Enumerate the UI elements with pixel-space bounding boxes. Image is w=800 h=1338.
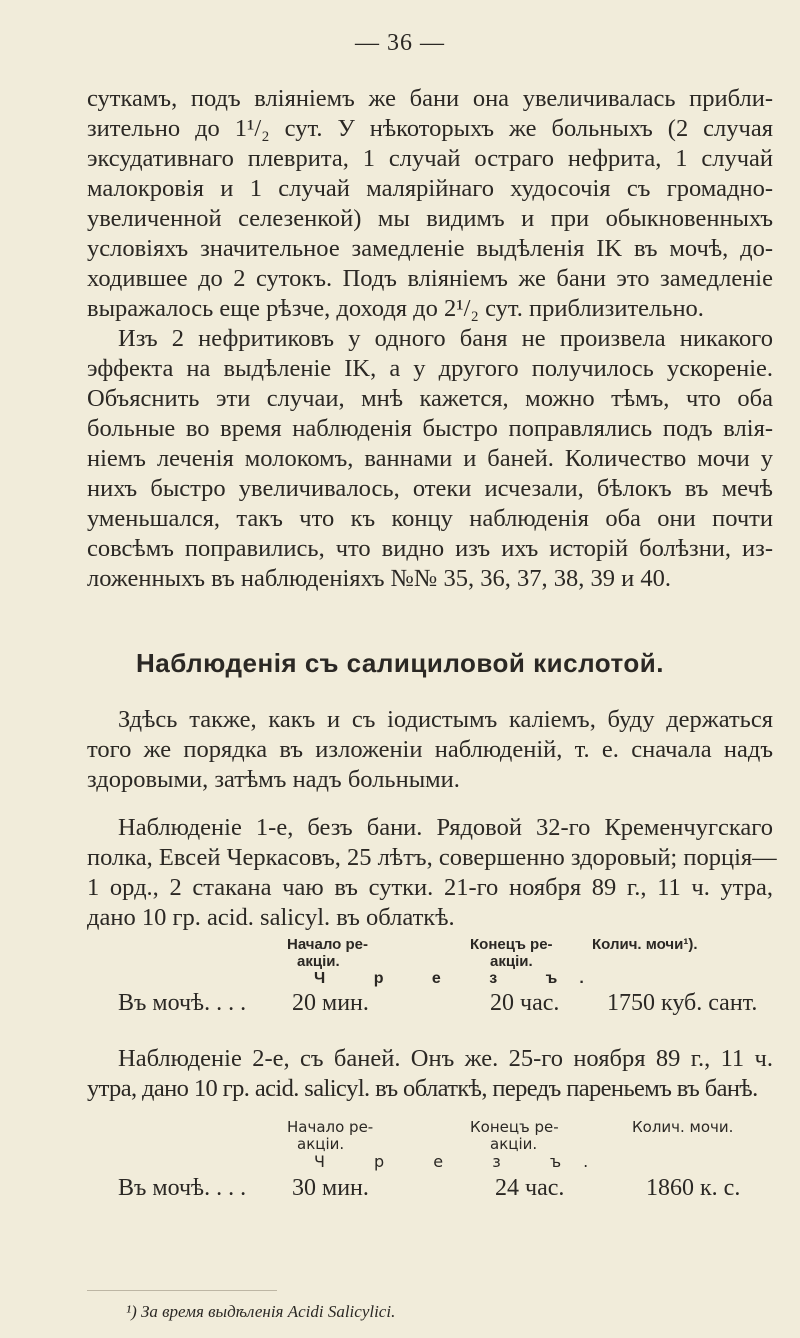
footnote: ¹) За время выдѣленія Acidi Salicylici. <box>126 1302 396 1321</box>
column-header-amount: Колич. мочи¹). <box>592 936 698 953</box>
text-line: того же порядка въ изложеніи наблюденій, т. е. сначала надъ <box>87 736 773 763</box>
reaction-end-value: 20 час. <box>490 990 560 1016</box>
reaction-start-value: 30 мин. <box>292 1175 369 1201</box>
header-line: акціи. <box>490 1135 538 1153</box>
text-line: условіяхъ значительное замедленіе выдѣленія IK въ мочѣ, до- <box>87 235 773 262</box>
text-line: малокровія и 1 случай малярійнаго худосочія съ громадно- <box>87 175 773 202</box>
column-header-start <box>287 1119 373 1153</box>
header-line: Начало ре- <box>287 936 369 953</box>
text-line: суткамъ, подъ вліяніемъ же бани она увеличивалась прибли- <box>87 85 773 112</box>
text-line: выражалось еще рѣзче, доходя до 2¹/₂ сут. приблизительно. <box>87 295 704 322</box>
text-line: здоровыми, затѣмъ надъ больными. <box>87 766 460 793</box>
text-line: утра, дано 10 гр. acid. salicyl. въ облаткѣ, передъ пареньемъ въ банѣ. <box>87 1075 758 1102</box>
text-line: Изъ 2 нефритиковъ у одного баня не произвела никакого <box>118 325 773 352</box>
text-line: ходившее до 2 сутокъ. Подъ вліяніемъ же бани это замедленіе <box>87 265 773 292</box>
text-line: эксудативнаго плеврита, 1 случай остраго нефрита, 1 случай <box>87 145 773 172</box>
text-line: совсѣмъ поправились, что видно изъ ихъ исторій болѣзни, из- <box>87 535 773 562</box>
header-line: акціи. <box>297 1135 345 1153</box>
text-line: Объяснить эти случаи, мнѣ кажется, можно тѣмъ, что оба <box>87 385 773 412</box>
page-number: — 36 — <box>355 30 445 56</box>
column-span-label: Ч р е з ъ. <box>314 970 606 987</box>
header-line: Конецъ ре- <box>470 1118 559 1136</box>
column-header-amount: Колич. мочи. <box>632 1118 734 1136</box>
text-line: Наблюденіе 2-е, съ баней. Онъ же. 25-го ноября 89 г., 11 ч. <box>118 1045 773 1072</box>
reaction-end-value: 24 час. <box>495 1175 565 1201</box>
column-header-start <box>287 936 368 970</box>
urine-amount-value: 1860 к. с. <box>646 1175 741 1201</box>
text-line: уменьшался, такъ что къ концу наблюденія оба они почти <box>87 505 773 532</box>
text-line: 1 орд., 2 стакана чаю въ сутки. 21-го ноября 89 г., 11 ч. утра, <box>87 874 773 901</box>
text-line: нихъ быстро увеличивалось, отеки исчезали, бѣлокъ въ мечѣ <box>87 475 773 502</box>
text-line: ложенныхъ въ наблюденіяхъ №№ 35, 36, 37, 38, 39 и 40. <box>87 565 672 592</box>
column-span-label: Ч р е з ъ. <box>314 1152 611 1171</box>
text-line: ніемъ леченія молокомъ, ваннами и баней. Количество мочи у <box>87 445 773 472</box>
text-line: полка, Евсей Черкасовъ, 25 лѣтъ, совершенно здоровый; порція— <box>87 844 777 871</box>
text-line: дано 10 гр. acid. salicyl. въ облаткѣ. <box>87 904 455 931</box>
text-line: зительно до 1¹/₂ сут. У нѣкоторыхъ же больныхъ (2 случая <box>87 115 773 142</box>
reaction-start-value: 20 мин. <box>292 990 369 1016</box>
footnote-divider <box>87 1290 277 1291</box>
text-line: Наблюденіе 1-е, безъ бани. Рядовой 32-го Кременчугскаго <box>118 814 773 841</box>
section-heading: Наблюденія съ салициловой кислотой. <box>136 648 664 678</box>
text-line: Здѣсь также, какъ и съ іодистымъ каліемъ, буду держаться <box>118 706 773 733</box>
row-label: Въ мочѣ. . . . <box>118 1175 247 1201</box>
column-header-end <box>470 1119 559 1153</box>
text-line: увеличенной селезенкой) мы видимъ и при обыкновенныхъ <box>87 205 773 232</box>
row-label: Въ мочѣ. . . . <box>118 990 247 1016</box>
urine-amount-value: 1750 куб. сант. <box>607 990 758 1016</box>
header-line: Начало ре- <box>287 1118 374 1136</box>
column-header-end <box>470 936 553 970</box>
header-line: акціи. <box>297 953 340 970</box>
text-line: эффекта на выдѣленіе IK, а у другого получилось ускореніе. <box>87 355 773 382</box>
text-line: больные во время наблюденія быстро поправлялись подъ влія- <box>87 415 773 442</box>
header-line: Конецъ ре- <box>470 936 553 953</box>
header-line: акціи. <box>490 953 533 970</box>
